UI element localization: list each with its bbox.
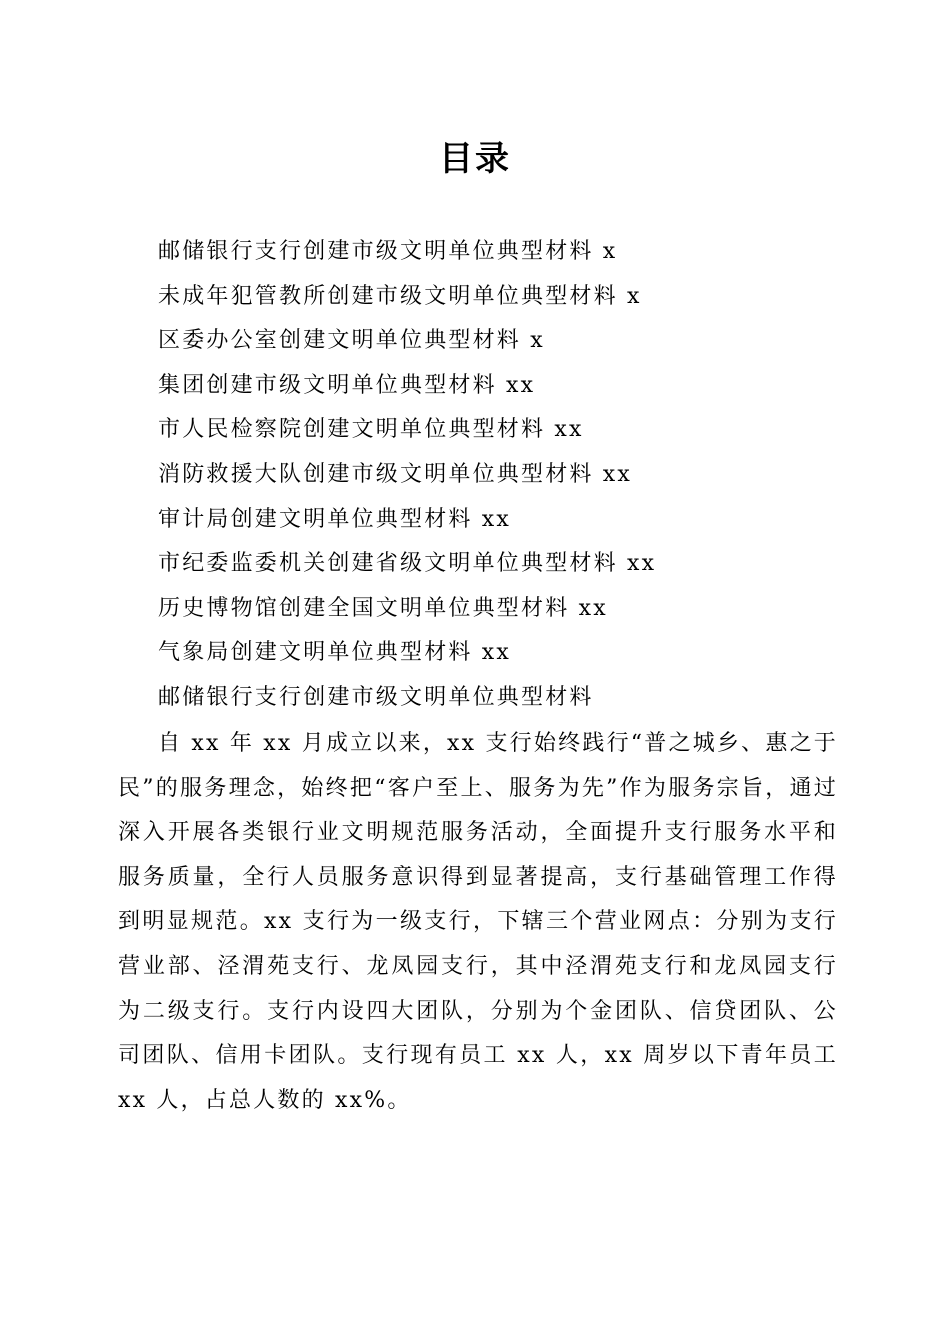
toc-item: 历史博物馆创建全国文明单位典型材料 xx — [158, 595, 608, 621]
toc-item: 气象局创建文明单位典型材料 xx — [158, 640, 512, 666]
toc-item: 未成年犯管教所创建市级文明单位典型材料 x — [158, 283, 642, 309]
table-of-contents — [158, 230, 858, 676]
toc-item: 审计局创建文明单位典型材料 xx — [158, 506, 512, 532]
section-heading: 邮储银行支行创建市级文明单位典型材料 — [158, 685, 594, 710]
toc-item: 市纪委监委机关创建省级文明单位典型材料 xx — [158, 551, 657, 577]
toc-item: 市人民检察院创建文明单位典型材料 xx — [158, 417, 584, 443]
page-title: 目录 — [439, 139, 511, 179]
body-paragraph: 自 xx 年 xx 月成立以来，xx 支行始终践行“普之城乡、惠之于民”的服务理念，始终把“客户至上、服务为先”作为服务宗旨，通过深入开展各类银行业文明规范服务活动，全面提升支行服务水平和服务质量，全行人员服务意识得到显著提高，支行基础管理工作得到明显规范。xx 支行为一级支行，下辖三个营业网点：分别为支行营业部、泾渭苑支行、龙凤园支行，其中泾渭苑支行和龙凤园支行为二级支行。支行内设四大团队，分别为个金团队、信贷团队、公司团队、信用卡团队。支行现有员工 xx 人，xx 周岁以下青年员工 xx 人，占总人数的 xx%。 — [118, 731, 838, 1113]
toc-item: 集团创建市级文明单位典型材料 xx — [158, 372, 536, 398]
toc-item: 消防救援大队创建市级文明单位典型材料 xx — [158, 461, 633, 487]
toc-item: 区委办公室创建文明单位典型材料 x — [158, 328, 545, 354]
toc-item: 邮储银行支行创建市级文明单位典型材料 x — [158, 239, 618, 264]
